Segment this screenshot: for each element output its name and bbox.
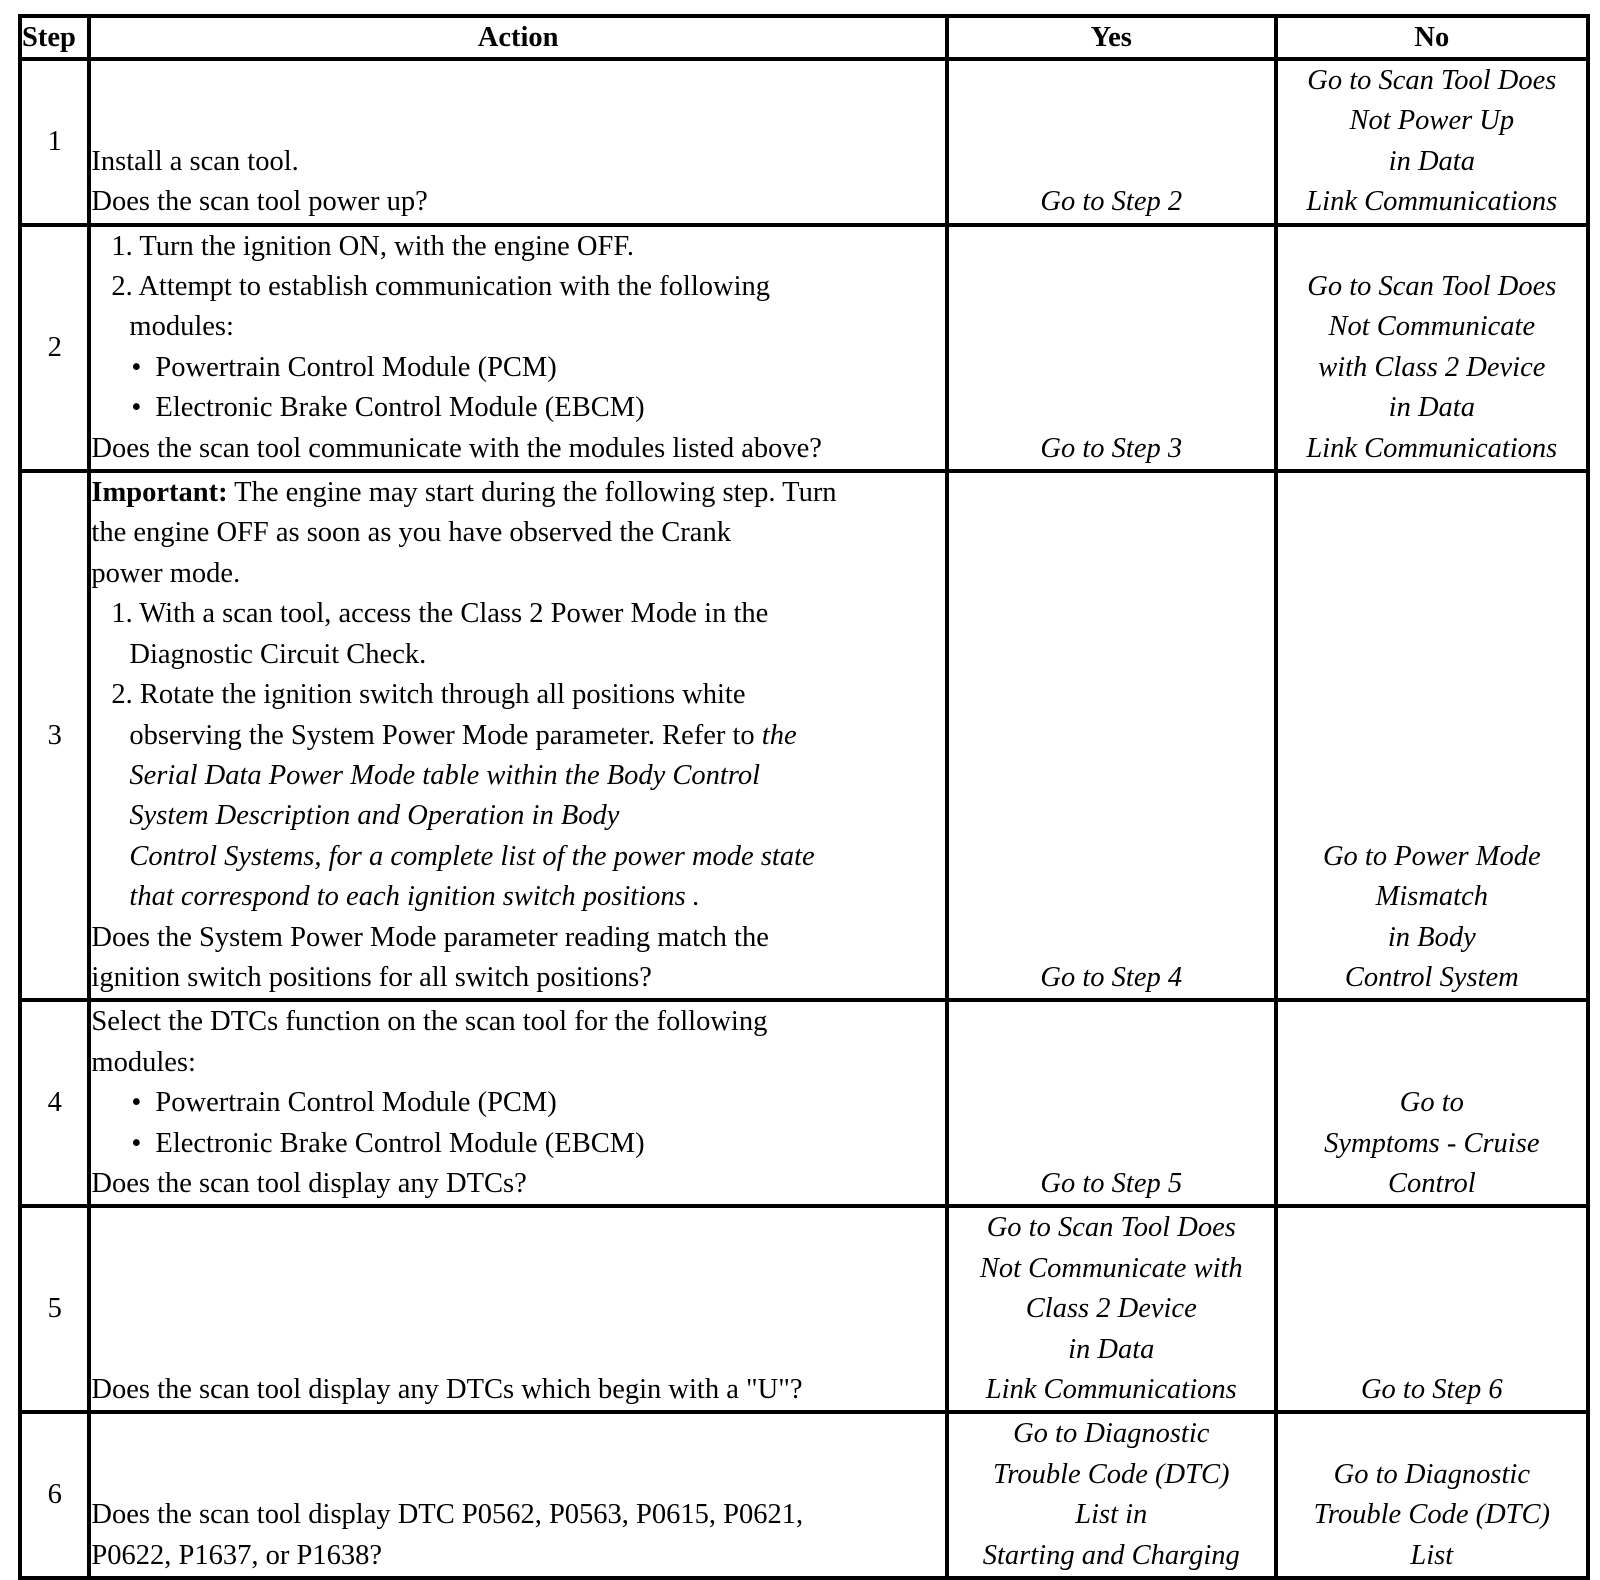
action-cell	[89, 1206, 947, 1412]
action-line: power mode.	[91, 557, 241, 589]
action-cell	[89, 59, 947, 225]
no-line: Symptoms - Cruise	[1324, 1127, 1540, 1159]
step-number: 5	[20, 1206, 89, 1412]
yes-line: Trouble Code (DTC)	[993, 1458, 1230, 1490]
action-question: Does the scan tool display DTC P0562, P0563, P0615, P0621,	[91, 1499, 804, 1531]
action-line: Select the DTCs function on the scan tool for the following	[91, 1006, 768, 1038]
yes-line: Go to Step 3	[1040, 432, 1183, 464]
no-line: Go to Scan Tool Does	[1307, 271, 1557, 303]
yes-line: Not Communicate with	[979, 1252, 1243, 1284]
no-line: Trouble Code (DTC)	[1313, 1499, 1551, 1531]
yes-line: in Data	[1068, 1333, 1155, 1365]
numbered-item: 1. Turn the ignition ON, with the engine OFF.	[111, 230, 635, 262]
no-line: Go to Diagnostic	[1333, 1458, 1530, 1490]
table-row	[20, 59, 1588, 225]
yes-link[interactable]	[947, 225, 1276, 471]
no-line: with Class 2 Device	[1318, 351, 1546, 383]
action-question: P0622, P1637, or P1638?	[91, 1539, 382, 1571]
table-row	[20, 1000, 1588, 1206]
reference-link[interactable]: Serial Data Power Mode table within the Body Control	[129, 759, 761, 791]
yes-line: Go to Step 2	[1040, 186, 1183, 218]
no-line: in Data	[1388, 392, 1475, 424]
refer-text: observing the System Power Mode parameter. Refer to	[129, 719, 762, 751]
no-line: Control System	[1344, 961, 1519, 993]
no-line: Mismatch	[1375, 881, 1488, 913]
yes-link[interactable]	[947, 1412, 1276, 1578]
action-line: modules:	[91, 1046, 196, 1078]
step-number: 6	[20, 1412, 89, 1578]
header-action: Action	[89, 16, 947, 59]
yes-line: Go to Scan Tool Does	[986, 1212, 1236, 1244]
reference-link[interactable]: that correspond to each ignition switch positions .	[129, 881, 700, 913]
table-row	[20, 1206, 1588, 1412]
no-link[interactable]	[1276, 59, 1588, 225]
numbered-item-cont: modules:	[129, 311, 234, 343]
no-line: Not Communicate	[1328, 311, 1536, 343]
no-link[interactable]	[1276, 225, 1588, 471]
action-line: Install a scan tool.	[91, 145, 299, 177]
step-number: 1	[20, 59, 89, 225]
header-yes: Yes	[947, 16, 1276, 59]
action-line: the engine OFF as soon as you have observed the Crank	[91, 517, 731, 549]
no-line: Go to	[1399, 1087, 1464, 1119]
no-line: Go to Scan Tool Does	[1307, 65, 1557, 96]
no-line: Link Communications	[1306, 432, 1558, 464]
action-question: ignition switch positions for all switch positions?	[91, 961, 652, 993]
action-cell	[89, 1000, 947, 1206]
reference-link[interactable]: Control Systems, for a complete list of the power mode state	[129, 840, 815, 872]
no-link[interactable]	[1276, 1412, 1588, 1578]
header-row	[20, 16, 1588, 59]
no-line: List	[1410, 1539, 1454, 1571]
action-cell	[89, 471, 947, 1000]
step-number: 2	[20, 225, 89, 471]
yes-line: Class 2 Device	[1025, 1293, 1197, 1325]
header-step: Step	[20, 16, 89, 59]
yes-link[interactable]	[947, 1000, 1276, 1206]
yes-link[interactable]	[947, 1206, 1276, 1412]
table-row	[20, 471, 1588, 1000]
action-question: Does the scan tool display any DTCs?	[91, 1167, 527, 1199]
important-note	[91, 473, 945, 513]
header-no: No	[1276, 16, 1588, 59]
action-question: Does the scan tool communicate with the modules listed above?	[91, 432, 822, 464]
yes-line: List in	[1075, 1499, 1148, 1531]
bullet-item: • Electronic Brake Control Module (EBCM)	[91, 1124, 945, 1164]
action-cell	[89, 1412, 947, 1578]
step-number: 3	[20, 471, 89, 1000]
no-line: Go to Step 6	[1360, 1374, 1503, 1405]
no-line: Control	[1387, 1167, 1476, 1199]
yes-line: Starting and Charging	[982, 1539, 1240, 1571]
yes-link[interactable]	[947, 59, 1276, 225]
action-question: Does the scan tool display any DTCs which begin with a "U"?	[91, 1374, 803, 1405]
numbered-item-cont	[91, 716, 945, 756]
bullet-item: • Powertrain Control Module (PCM)	[91, 1083, 945, 1123]
action-question: Does the scan tool power up?	[91, 186, 428, 218]
no-link[interactable]	[1276, 1206, 1588, 1412]
action-cell	[89, 225, 947, 471]
important-label: Important:	[91, 477, 228, 509]
no-line: in Body	[1387, 921, 1476, 953]
important-text: The engine may start during the following step. Turn	[227, 477, 837, 509]
yes-line: Link Communications	[985, 1374, 1237, 1405]
bullet-item: • Powertrain Control Module (PCM)	[91, 348, 945, 388]
yes-line: Go to Step 5	[1040, 1167, 1183, 1199]
step-number: 4	[20, 1000, 89, 1206]
no-line: Not Power Up	[1349, 105, 1515, 137]
action-question: Does the System Power Mode parameter reading match the	[91, 921, 769, 953]
diagnostic-table	[18, 14, 1590, 1580]
no-line: Link Communications	[1306, 186, 1558, 218]
reference-link[interactable]: System Description and Operation in Body	[129, 800, 620, 832]
no-line: in Data	[1388, 145, 1475, 177]
yes-line: Go to Step 4	[1040, 961, 1183, 993]
reference-link[interactable]: the	[761, 719, 797, 751]
yes-line: Go to Diagnostic	[1013, 1418, 1210, 1450]
yes-link[interactable]	[947, 471, 1276, 1000]
numbered-item-cont: Diagnostic Circuit Check.	[129, 638, 427, 670]
numbered-item: 1. With a scan tool, access the Class 2 Power Mode in the	[111, 598, 769, 630]
no-link[interactable]	[1276, 471, 1588, 1000]
table-row	[20, 1412, 1588, 1578]
bullet-item: • Electronic Brake Control Module (EBCM)	[91, 388, 945, 428]
table-row	[20, 225, 1588, 471]
numbered-item: 2. Rotate the ignition switch through all positions white	[111, 679, 746, 711]
numbered-item: 2. Attempt to establish communication with the following	[111, 271, 770, 303]
no-link[interactable]	[1276, 1000, 1588, 1206]
no-line: Go to Power Mode	[1322, 840, 1541, 872]
